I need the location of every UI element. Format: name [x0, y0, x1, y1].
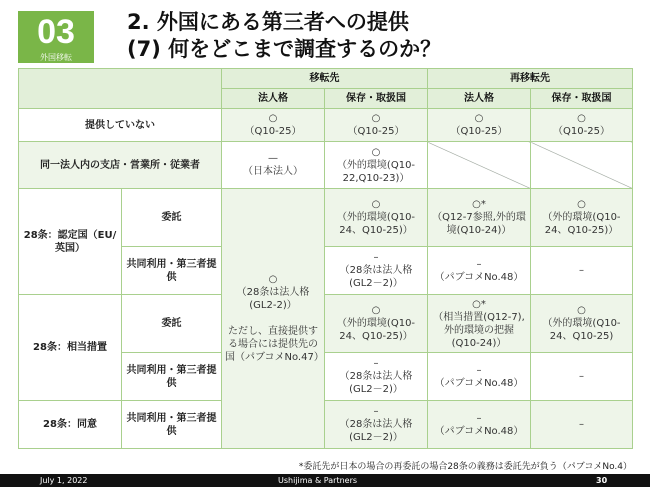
- table-row: [19, 295, 633, 353]
- section-number: 03: [37, 13, 75, 51]
- cell: –: [531, 247, 633, 295]
- section-subtitle: 外国移転: [40, 53, 72, 62]
- row-sublabel-joint-use: 共同利用・第三者提供: [122, 353, 222, 401]
- table-row: [19, 189, 633, 247]
- cell: ○ （Q10-25）: [325, 109, 428, 142]
- table-row: [19, 109, 633, 142]
- cell: ○ （Q10-25）: [428, 109, 531, 142]
- cell: – （28条は法人格(GL2－2)）: [325, 247, 428, 295]
- cell: – （28条は法人格(GL2－2)）: [325, 401, 428, 449]
- footer-bar: [0, 474, 650, 487]
- cell: –: [531, 353, 633, 401]
- table-row: [19, 142, 633, 189]
- page-number: 30: [596, 476, 608, 485]
- cell-merged-legal-entity: ○ （28条は法人格(GL2-2)） ただし、直接提供する場合には提供先の国（パブコメNo.47）: [222, 189, 325, 449]
- row-label-same-entity: 同一法人内の支店・営業所・従業者: [19, 142, 222, 189]
- cell-not-applicable: [531, 142, 633, 189]
- row-sublabel-joint-use: 共同利用・第三者提供: [122, 401, 222, 449]
- cell: ○ （外的環境(Q10-22,Q10-23)）: [325, 142, 428, 189]
- cell: ○* （相当措置(Q12-7),外的環境の把握(Q10-24)）: [428, 295, 531, 353]
- cell: ○ （外的環境(Q10-24、Q10-25)）: [325, 295, 428, 353]
- footnote: *委託先が日本の場合の再委託の場合28条の義務は委託先が負う（パブコメNo.4）: [298, 462, 632, 472]
- cell: — （日本法人）: [222, 142, 325, 189]
- cell: – （28条は法人格(GL2－2)）: [325, 353, 428, 401]
- row-label-equivalent-measures: 28条：相当措置: [19, 295, 122, 401]
- table-row: [19, 401, 633, 449]
- footer-date: July 1, 2022: [40, 476, 88, 485]
- cell: – （パブコメNo.48）: [428, 353, 531, 401]
- section-badge: [18, 11, 94, 63]
- title-line-2: (7) 何をどこまで調査するのか？: [127, 37, 442, 61]
- header-re-transferee: 再移転先: [428, 69, 633, 89]
- row-sublabel-joint-use: 共同利用・第三者提供: [122, 247, 222, 295]
- slide-title: [127, 9, 441, 63]
- title-line-1: 2. 外国にある第三者への提供: [127, 10, 409, 34]
- cell: ○ （Q10-25）: [222, 109, 325, 142]
- cell-not-applicable: [428, 142, 531, 189]
- cell: – （パブコメNo.48）: [428, 247, 531, 295]
- header-legal-entity-1: 法人格: [222, 89, 325, 109]
- header-storage-country-2: 保存・取扱国: [531, 89, 633, 109]
- row-label-consent: 28条：同意: [19, 401, 122, 449]
- row-label-adequacy: 28条：認定国（EU/英国）: [19, 189, 122, 295]
- cell: ○ （Q10-25）: [531, 109, 633, 142]
- header-storage-country-1: 保存・取扱国: [325, 89, 428, 109]
- footer-firm: Ushijima & Partners: [278, 476, 358, 485]
- investigation-table: [18, 68, 633, 449]
- cell: ○* （Q12-7参照,外的環境(Q10-24)）: [428, 189, 531, 247]
- row-label-not-provided: 提供していない: [19, 109, 222, 142]
- row-sublabel-entrustment: 委託: [122, 295, 222, 353]
- cell: ○ （外的環境(Q10-24、Q10-25)）: [325, 189, 428, 247]
- table-corner: [19, 69, 222, 109]
- cell: ○ （外的環境(Q10-24、Q10-25): [531, 295, 633, 353]
- cell: – （パブコメNo.48）: [428, 401, 531, 449]
- header-legal-entity-2: 法人格: [428, 89, 531, 109]
- header-transferee: 移転先: [222, 69, 428, 89]
- cell: –: [531, 401, 633, 449]
- cell: ○ （外的環境(Q10-24、Q10-25)）: [531, 189, 633, 247]
- row-sublabel-entrustment: 委託: [122, 189, 222, 247]
